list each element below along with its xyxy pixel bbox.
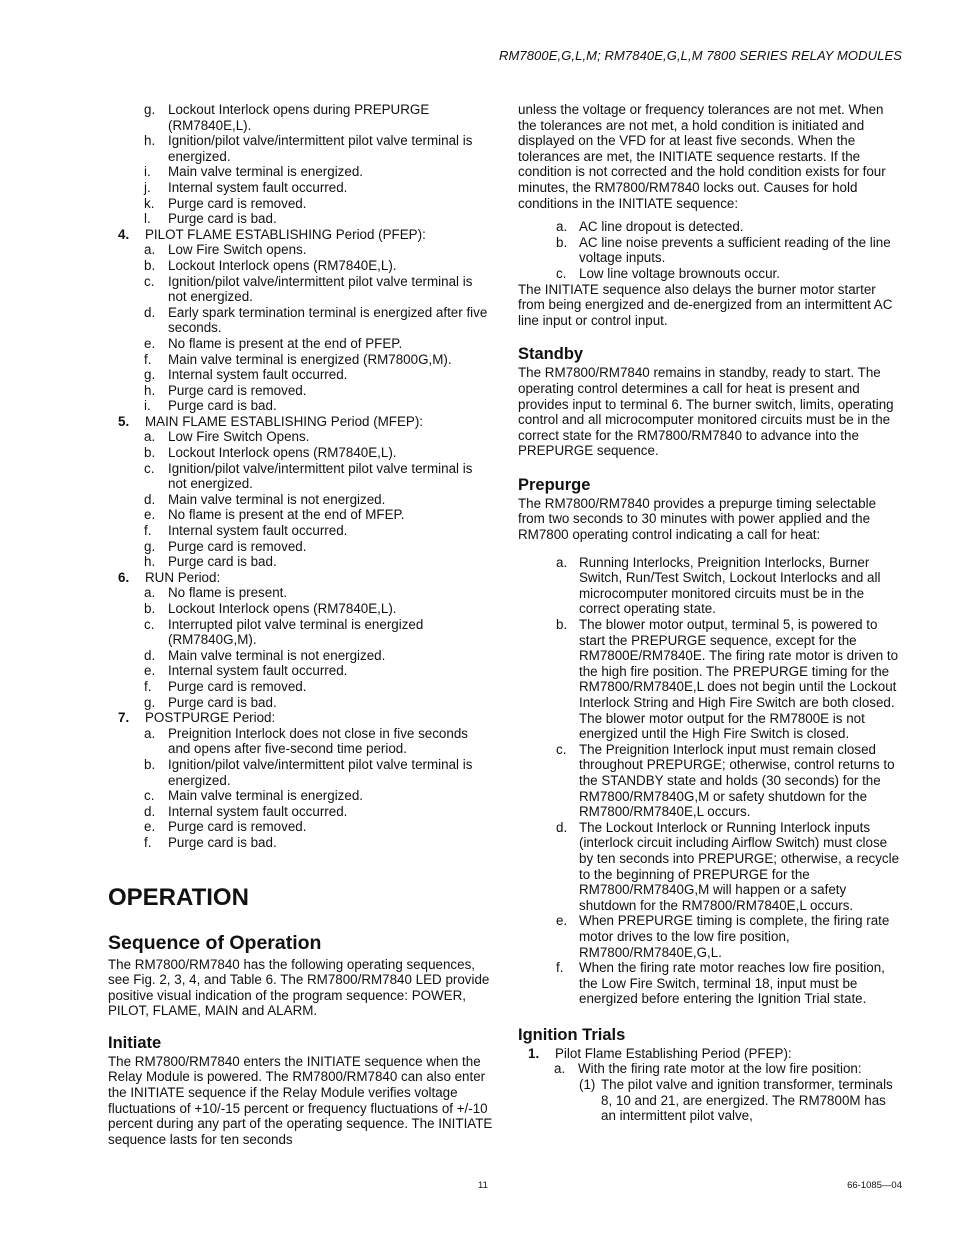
list-item: f. When the firing rate motor reaches low fire position, the Low Fire Switch, terminal 18, input must be energized before entering the Ignition Trial state. (556, 960, 885, 1007)
list-item: a. Preignition Interlock does not close in five seconds and opens after five-second time period. (144, 725, 468, 757)
list-item: h. Purge card is bad. (144, 554, 277, 570)
list-item: l. Purge card is bad. (144, 211, 277, 227)
sequence-paragraph: The RM7800/RM7840 has the following operating sequences, see Fig. 2, 3, 4, and Table 6. The RM7800/RM7840 LED provide positive visual indication of the program sequence: POWER, PILOT, FLAME, MAIN and ALARM. (108, 956, 490, 1019)
list-item: d. Internal system fault occurred. (144, 803, 348, 819)
ignition-subsubitem: (1) The pilot valve and ignition transformer, terminals 8, 10 and 21, are energized. The RM7800M has an intermittent pilot valve, (579, 1077, 893, 1124)
list-item: k. Purge card is removed. (144, 195, 307, 211)
list-item: e. When PREPURGE timing is complete, the firing rate motor drives to the low fire position, RM7800/RM7840E,G,L. (556, 913, 890, 960)
prepurge-list (518, 555, 902, 1007)
list-item: i. Main valve terminal is energized. (144, 164, 363, 180)
left-column (108, 102, 494, 1147)
list-item: d. The Lockout Interlock or Running Interlock inputs (interlock circuit including Airflow Switch) must close by ten seconds into PREPURGE; otherwise, a recycle to the beginning of PREPURGE for the RM7800/RM7840G,M will happen or a safety shutdown for the RM7800/RM7840E,L occurs. (556, 819, 900, 913)
list-item: c. Ignition/pilot valve/intermittent pilot valve terminal is not energized. (144, 273, 473, 305)
list-item: h. Purge card is removed. (144, 382, 307, 398)
list-item: a. Low Fire Switch Opens. (144, 429, 310, 445)
list-item: i. Purge card is bad. (144, 398, 277, 414)
list-item: b. Ignition/pilot valve/intermittent pilot valve terminal is energized. (144, 756, 473, 788)
initiate-continued-paragraph: unless the voltage or frequency tolerances are not met. When the tolerances are not met, a hold condition is initiated and displayed on the VFD for at least five seconds. When the tolerances are met, the INITIATE sequence restarts. If the condition is not corrected and the hold condition exists for four minutes, the RM7800/RM7840 locks out. Causes for hold conditions in the INITIATE sequence: (518, 102, 886, 211)
document-number: 66-1085—04 (847, 1180, 902, 1191)
prepurge-heading: Prepurge (518, 475, 591, 494)
period-postpurge (108, 710, 494, 850)
standby-heading: Standby (518, 345, 584, 364)
list-item: d. Early spark termination terminal is energized after five seconds. (144, 304, 488, 336)
running-header: RM7800E,G,L,M; RM7840E,G,L,M 7800 SERIES RELAY MODULES (498, 48, 902, 63)
list-item: b. Lockout Interlock opens (RM7840E,L). (144, 445, 397, 461)
prepurge-paragraph: The RM7800/RM7840 provides a prepurge timing selectable from two seconds to 30 minutes with power applied and the RM7800 operating control indicating a call for heat: (518, 495, 877, 543)
list-item: a. Running Interlocks, Preignition Interlocks, Burner Switch, Run/Test Switch, Lockout Interlocks and all microcomputer monitored circuits must be in the correct operating state. (556, 554, 881, 617)
page-number: 11 (478, 1180, 488, 1191)
operation-heading: OPERATION (108, 883, 249, 911)
ignition-subitem: a. With the firing rate motor at the low fire position: (554, 1061, 862, 1077)
list-item: e. Purge card is removed. (144, 819, 307, 835)
list-item: b. The blower motor output, terminal 5, is powered to start the PREPURGE sequence, except for the RM7800E/RM7840E. The firing rate motor is driven to the high fire position. The PREPURGE timing for the RM7800/RM7840E,L does not begin until the Lockout Interlock String and High Fire Switch are both closed. The blower motor output for the RM7800E is not energized until the High Fire Switch is closed. (556, 617, 899, 742)
continued-items (108, 102, 494, 227)
list-item: e. No flame is present at the end of MFEP. (144, 507, 405, 523)
list-item: e. Internal system fault occurred. (144, 663, 348, 679)
initiate-heading: Initiate (108, 1033, 162, 1052)
list-item: f. Purge card is removed. (144, 678, 307, 694)
period-run (108, 570, 494, 710)
right-column (518, 102, 902, 1124)
list-item: f. Main valve terminal is energized (RM7800G,M). (144, 351, 452, 367)
list-item: a. Low Fire Switch opens. (144, 242, 307, 258)
list-item: b. AC line noise prevents a sufficient reading of the line voltage inputs. (556, 234, 891, 266)
list-item: d. Main valve terminal is not energized. (144, 491, 386, 507)
list-item: f. Internal system fault occurred. (144, 523, 348, 539)
list-item: b. Lockout Interlock opens (RM7840E,L). (144, 601, 397, 616)
list-item: d. Main valve terminal is not energized. (144, 647, 386, 663)
ignition-trials-heading: Ignition Trials (518, 1025, 626, 1044)
hold-conditions-list (518, 219, 902, 281)
standby-paragraph: The RM7800/RM7840 remains in standby, ready to start. The operating control determines a call for heat is present and provides input to terminal 6. The burner switch, limits, operating control and all microcomputer monitored circuits must be in the correct state for the RM7800/RM7840 to advance into the PREPURGE sequence. (518, 365, 894, 459)
list-item: g. Purge card is removed. (144, 538, 307, 554)
ignition-item: 1. Pilot Flame Establishing Period (PFEP): (528, 1045, 792, 1061)
list-item: g. Purge card is bad. (144, 694, 277, 710)
list-item: j. Internal system fault occurred. (144, 179, 348, 195)
list-item: c. The Preignition Interlock input must remain closed throughout PREPURGE; otherwise, control returns to the STANDBY state and holds (30 seconds) for the RM7800/RM7840G,M or safety shutdown for the RM7800/RM7840E,L occurs. (556, 741, 895, 820)
period-pfep (108, 227, 494, 414)
list-item: b. Lockout Interlock opens (RM7840E,L). (144, 257, 397, 273)
list-item: h. Ignition/pilot valve/intermittent pilot valve terminal is energized. (144, 133, 473, 164)
period-heading: 7. POSTPURGE Period: (118, 710, 276, 726)
list-item: c. Ignition/pilot valve/intermittent pilot valve terminal is not energized. (144, 460, 473, 492)
list-item: c. Low line voltage brownouts occur. (556, 265, 780, 281)
list-item: g. Internal system fault occurred. (144, 367, 348, 383)
list-item: f. Purge card is bad. (144, 834, 277, 850)
list-item: c. Main valve terminal is energized. (144, 788, 363, 804)
period-heading: 5. MAIN FLAME ESTABLISHING Period (MFEP): (118, 413, 424, 429)
period-mfep (108, 414, 494, 570)
list-item: a. AC line dropout is detected. (556, 219, 744, 235)
sequence-heading: Sequence of Operation (108, 931, 322, 954)
period-heading: 4. PILOT FLAME ESTABLISHING Period (PFEP): (118, 226, 426, 242)
list-item: g. Lockout Interlock opens during PREPURGE (RM7840E,L). (144, 102, 430, 133)
list-item: c. Interrupted pilot valve terminal is energized (RM7840G,M). (144, 616, 424, 648)
list-item: a. No flame is present. (144, 585, 288, 601)
list-item: e. No flame is present at the end of PFEP. (144, 335, 403, 351)
period-heading: 6. RUN Period: (118, 569, 221, 585)
initiate-delay-paragraph: The INITIATE sequence also delays the burner motor starter from being energized and de-energized from an intermittent AC line input or control input. (518, 281, 893, 328)
initiate-paragraph: The RM7800/RM7840 enters the INITIATE sequence when the Relay Module is powered. The RM7800/RM7840 can also enter the INITIATE sequence if the Relay Module verifies voltage fluctuations of +10/-15 percent or frequency fluctuations of +/-10 percent during any part of the operating sequence. The INITIATE sequence lasts for ten seconds (108, 1053, 493, 1147)
